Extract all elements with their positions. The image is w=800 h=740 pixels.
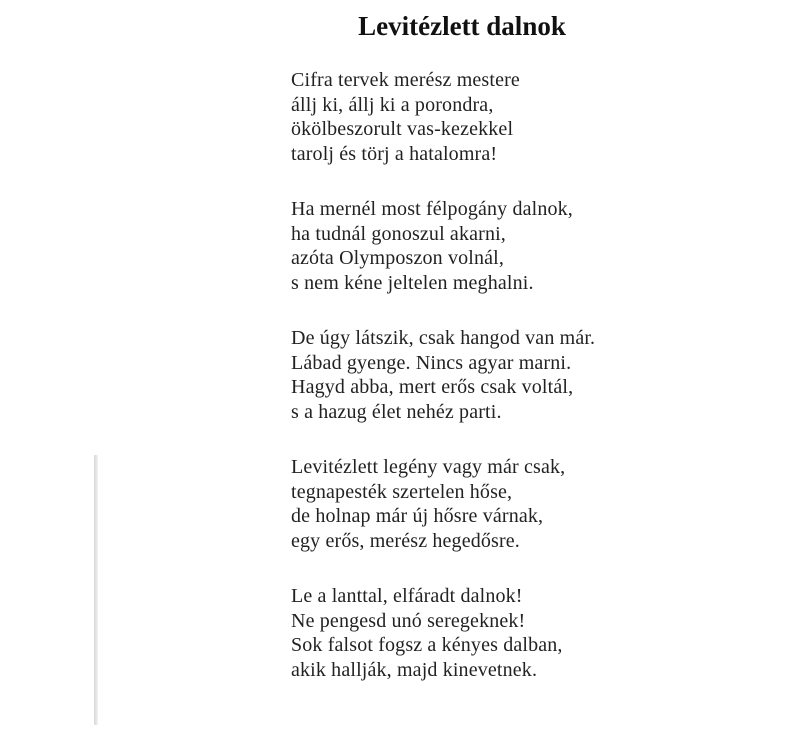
poem-title: Levitézlett dalnok <box>358 11 566 41</box>
stanza-4 <box>291 455 771 553</box>
poem-line: azóta Olymposzon volnál, <box>291 247 504 269</box>
poem-line: s a hazug élet nehéz parti. <box>291 400 502 423</box>
poem-line: akik hallják, majd kinevetnek. <box>291 658 538 681</box>
poem-line: ökölbeszorult vas-kezekkel <box>291 118 514 140</box>
poem-line: Levitézlett legény vagy már csak, <box>291 456 566 478</box>
poem-line: Ha mernél most félpogány dalnok, <box>291 198 573 220</box>
poem-line: Hagyd abba, mert erős csak voltál, <box>291 376 574 398</box>
scan-edge-shadow <box>94 455 98 725</box>
poem-line: Lábad gyenge. Nincs agyar marni. <box>291 351 572 374</box>
poem-line: Le a lanttal, elfáradt dalnok! <box>291 585 523 607</box>
poem-line: Cifra tervek merész mestere <box>291 69 520 91</box>
poem-line: tegnapesték szertelen hőse, <box>291 480 513 503</box>
stanza-5 <box>291 584 771 682</box>
poem-line: De úgy látszik, csak hangod van már. <box>291 327 596 349</box>
poem-line: állj ki, állj ki a porondra, <box>291 93 494 116</box>
poem-body <box>291 68 771 713</box>
poem-line: Sok falsot fogsz a kényes dalban, <box>291 634 563 656</box>
poem-line: de holnap már új hősre várnak, <box>291 505 544 527</box>
stanza-1 <box>291 68 771 166</box>
poem-line: ha tudnál gonoszul akarni, <box>291 222 506 245</box>
stanza-3 <box>291 326 771 424</box>
stanza-2 <box>291 197 771 295</box>
poem-line: Ne pengesd unó seregeknek! <box>291 609 526 632</box>
poem-line: egy erős, merész hegedősre. <box>291 529 520 552</box>
poem-line: tarolj és törj a hatalomra! <box>291 142 498 165</box>
poem-line: s nem kéne jeltelen meghalni. <box>291 271 534 294</box>
